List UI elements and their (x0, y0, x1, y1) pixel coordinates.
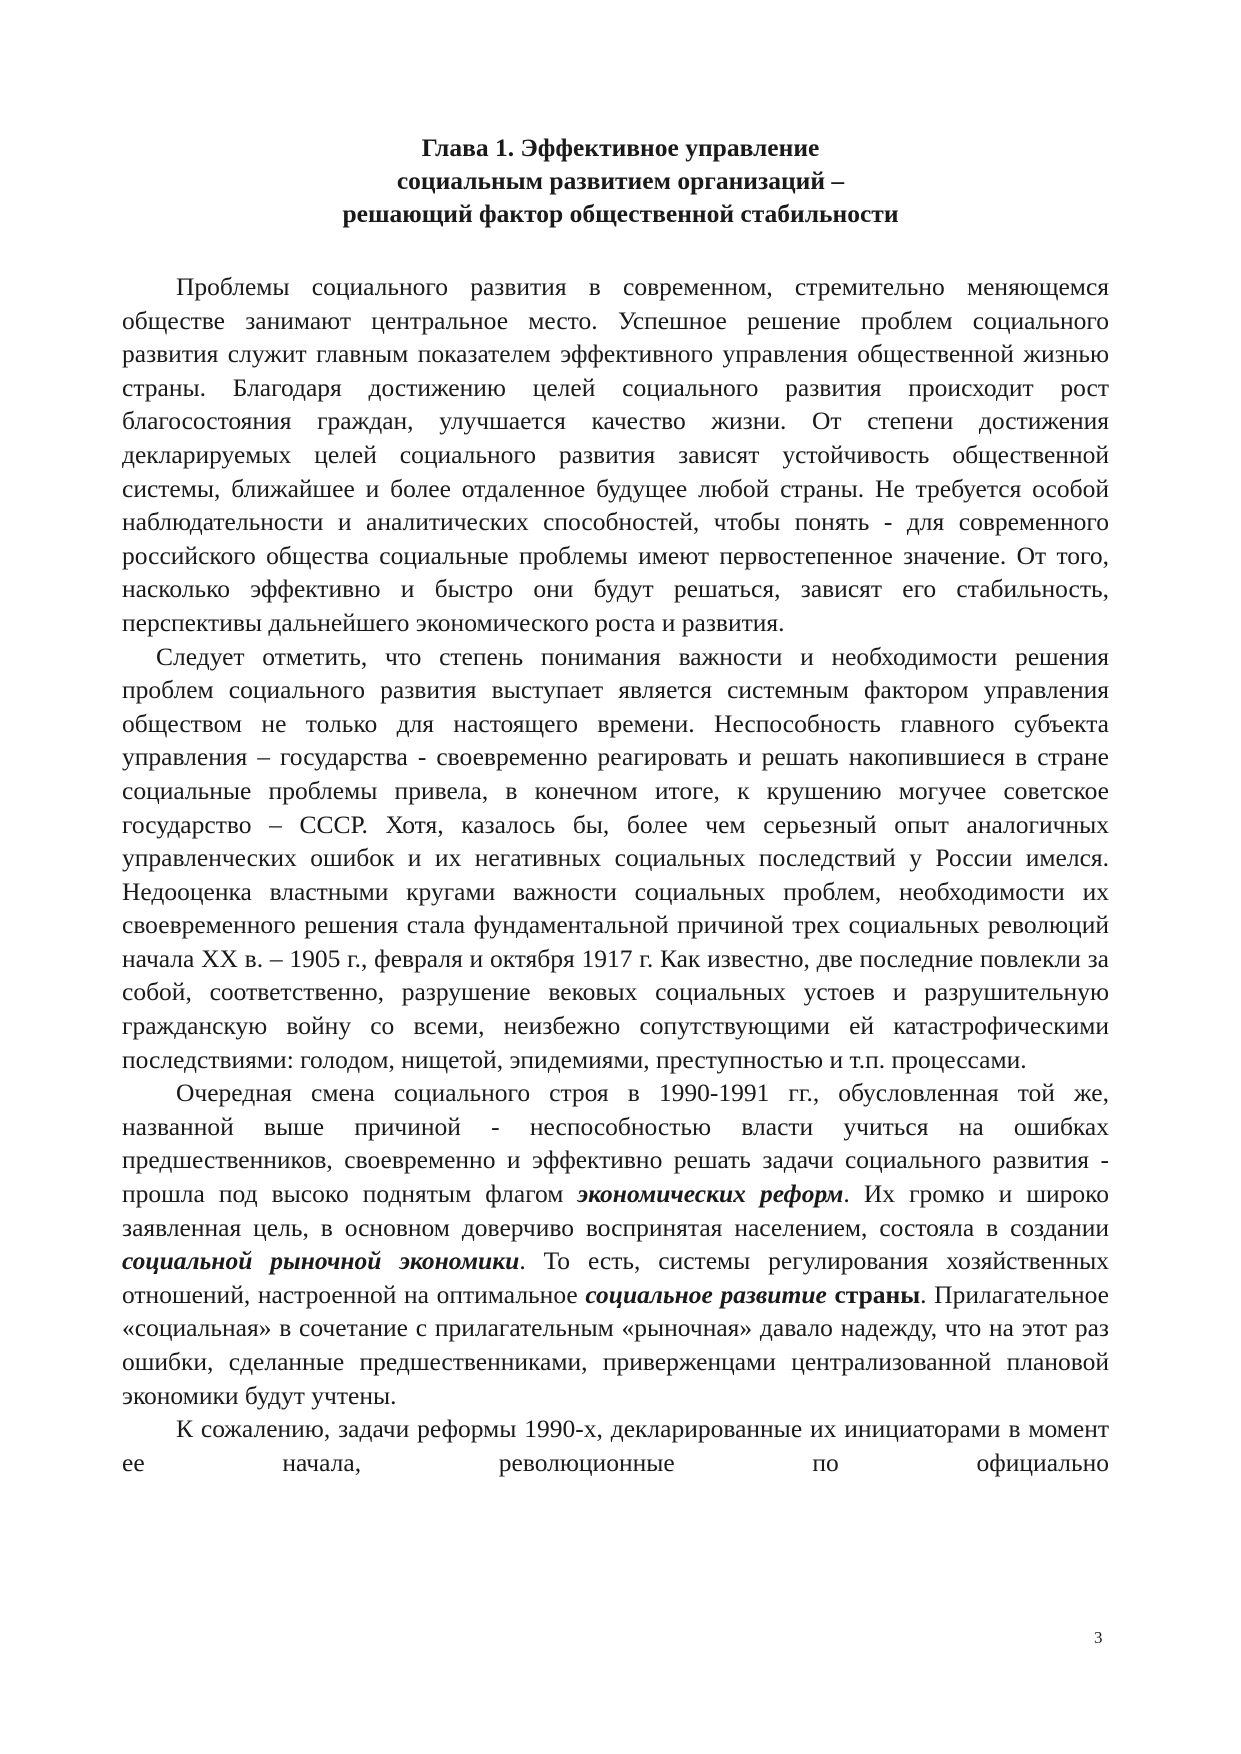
paragraph-3 (122, 1076, 1109, 1412)
emphasis-economic-reforms: экономических реформ (577, 1179, 844, 1209)
emphasis-of-country: страны (826, 1279, 921, 1309)
paragraph-4: К сожалению, задачи реформы 1990-х, декларированные их инициаторами в момент ее начала, революционные по официально (122, 1414, 1109, 1477)
paragraph-3-text-3: . То есть, системы регулирования хозяйственных отношений, настроенной на оптимальное (122, 1246, 1109, 1309)
paragraph-1: Проблемы социального развития в современном, стремительно меняющемся обществе занимают центральное место. Успешное решение проблем социального развития служит главным показателем эффективного управления общественной жизнью страны. Благодаря достижению целей социального развития происходит рост благосостояния граждан, улучшается качество жизни. От степени достижения декларируемых целей социального развития зависят устойчивость общественной системы, ближайшее и более отдаленное будущее любой страны. Не требуется особой наблюдательности и аналитических способностей, чтобы понять - для современного российского общества социальные проблемы имеют первостепенное значение. От того, насколько эффективно и быстро они будут решаться, зависят его стабильность, перспективы дальнейшего экономического роста и развития. (122, 272, 1109, 637)
emphasis-social-development: социальное развитие (585, 1279, 827, 1309)
chapter-title-line-3: решающий фактор общественной стабильности (342, 199, 899, 228)
chapter-title-line-2: социальным развитием организаций – (396, 166, 845, 195)
chapter-title (120, 131, 1121, 230)
paragraph-3-text-1: Очередная смена социального строя в 1990-1991 гг., обусловленная той же, названной выше причиной - неспособностью власти учиться на ошибках предшественников, своевременно и эффективно решать задачи социального развития - прошла под высоко поднятым флагом (122, 1078, 1109, 1209)
paragraph-3-text-2: . Их громко и широко заявленная цель, в основном доверчиво воспринятая населением, состояла в создании (122, 1179, 1109, 1242)
paragraph-3-text-4: . Прилагательное «социальная» в сочетание с прилагательным «рыночная» давало надежду, что на этот раз ошибки, сделанные предшественниками, приверженцами централизованной плановой экономики будут учтены. (122, 1279, 1109, 1410)
body-text (122, 270, 1109, 1479)
paragraph-2: Следует отметить, что степень понимания важности и необходимости решения проблем социального развития выступает является системным фактором управления обществом не только для настоящего времени. Неспособность главного субъекта управления – государства - своевременно реагировать и решать накопившиеся в стране социальные проблемы привела, в конечном итоге, к крушению могучее советское государство – СССР. Хотя, казалось бы, более чем серьезный опыт аналогичных управленческих ошибок и их негативных социальных последствий у России имелся. Недооценка властными кругами важности социальных проблем, необходимости их своевременного решения стала фундаментальной причиной трех социальных революций начала XX в. – 1905 г., февраля и октября 1917 г. Как известно, две последние повлекли за собой, соответственно, разрушение вековых социальных устоев и разрушительную гражданскую войну со всеми, неизбежно сопутствующими ей катастрофическими последствиями: голодом, нищетой, эпидемиями, преступностью и т.п. процессами. (122, 641, 1109, 1074)
emphasis-social-market-economy: социальной рыночной экономики (122, 1246, 520, 1276)
page-number: 3 (1094, 1628, 1103, 1647)
chapter-title-line-1: Глава 1. Эффективное управление (421, 133, 820, 162)
